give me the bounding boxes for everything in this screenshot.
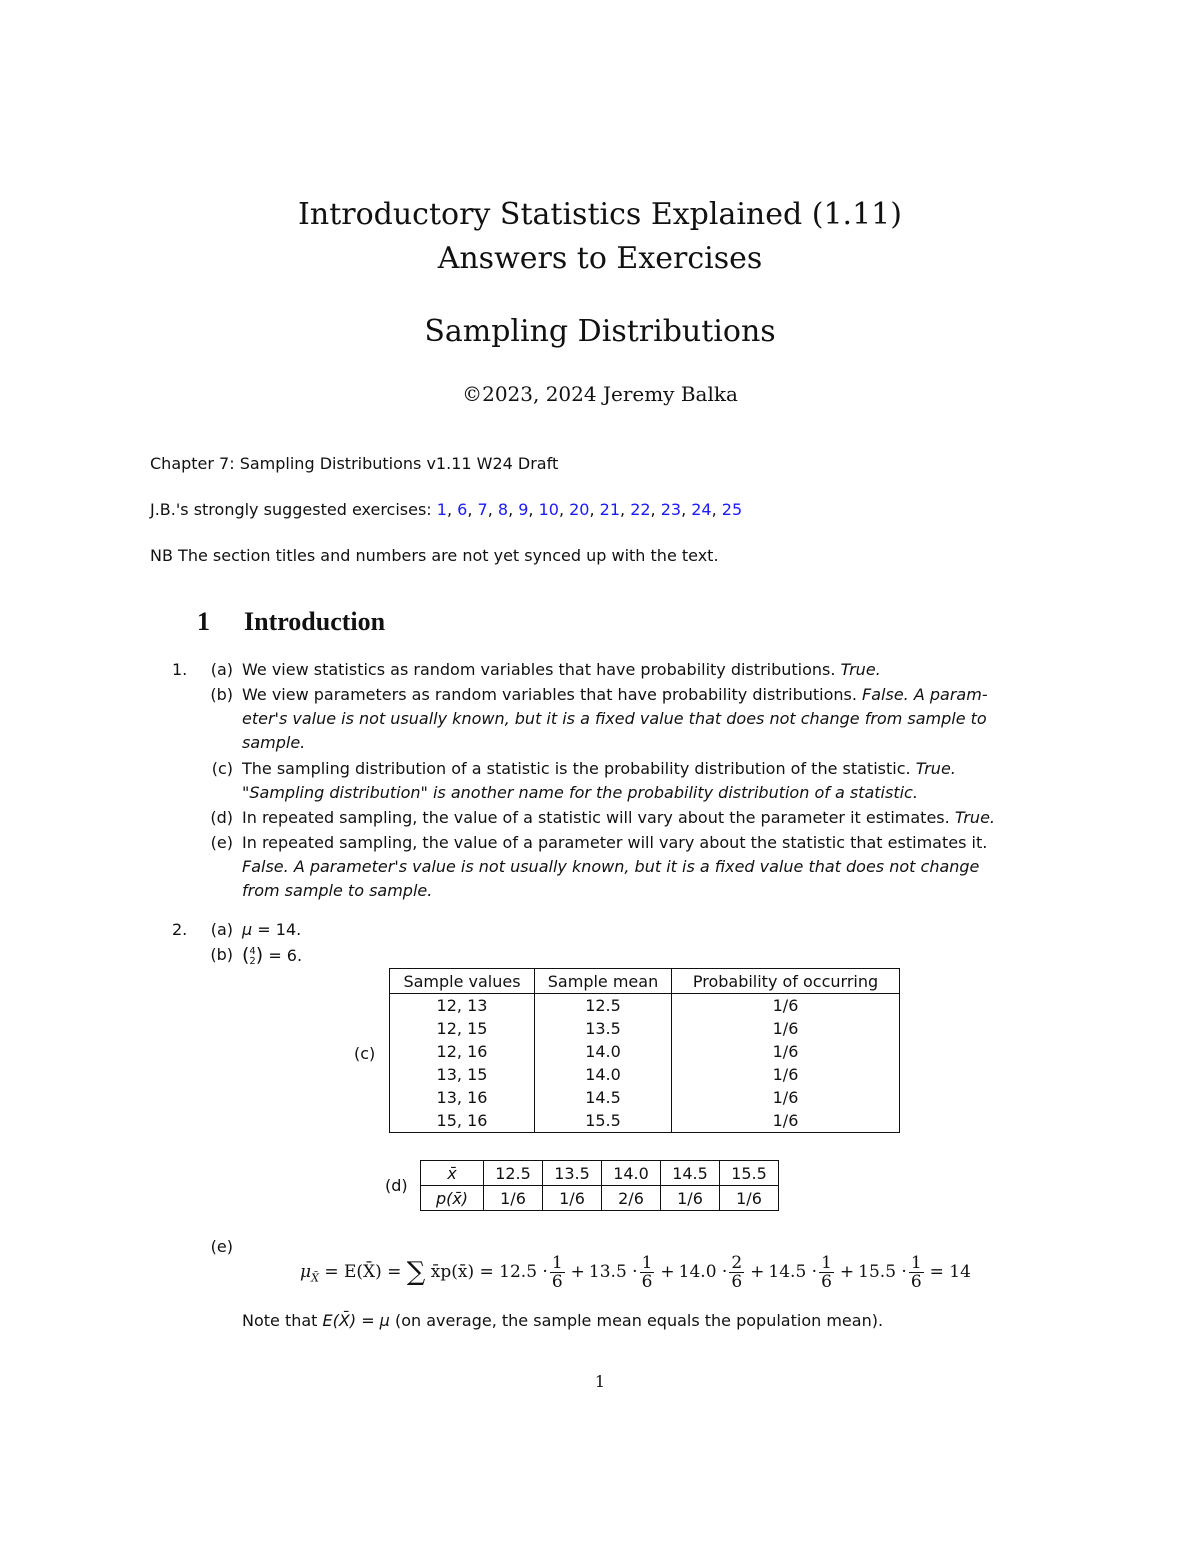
table-row	[421, 1186, 779, 1211]
fraction-numerator: 1	[910, 1253, 922, 1273]
doc-title-line2: Answers to Exercises	[437, 241, 763, 276]
expectation-terms	[499, 1253, 975, 1292]
ex2a-value: = 14.	[257, 920, 302, 939]
ex1b-explanation-1: A param-	[913, 685, 988, 704]
fraction	[909, 1254, 924, 1291]
suggested-exercise-link[interactable]: 20	[569, 500, 590, 519]
table-cell: 1/6	[720, 1186, 779, 1211]
table-cell: 13.5	[535, 1017, 672, 1040]
copyright-line	[0, 382, 1200, 406]
ex1b-question: We view parameters as random variables that have probability distributions.	[242, 685, 857, 704]
fraction-denominator: 6	[731, 1272, 743, 1292]
comma-separator: ,	[620, 500, 631, 519]
fraction-denominator: 6	[821, 1272, 832, 1292]
ex2e-label: (e)	[210, 1237, 233, 1256]
term-coefficient: 13.5 ·	[588, 1262, 638, 1282]
suggested-exercise-link[interactable]: 6	[457, 500, 468, 519]
table-cell: 2/6	[602, 1186, 661, 1211]
px-header: p(x̄)	[421, 1186, 484, 1211]
table-row	[390, 1017, 900, 1040]
table-cell: 12.5	[484, 1161, 543, 1186]
suggested-prefix: J.B.'s strongly suggested exercises:	[150, 500, 432, 519]
ex1b-explanation-2: eter's value is not usually known, but it is a fixed value that does not change from sample to	[242, 709, 987, 728]
ex1b-answer: False.	[862, 685, 909, 704]
suggested-exercise-link[interactable]: 9	[518, 500, 529, 519]
copyright-symbol: ©	[462, 382, 483, 406]
ex1a-answer: True.	[840, 660, 881, 679]
ex2-number: 2.	[172, 920, 188, 939]
section-title: Introduction	[244, 607, 386, 636]
table-cell: 1/6	[672, 994, 900, 1018]
fraction	[640, 1254, 655, 1291]
table-cell: 14.0	[535, 1040, 672, 1063]
suggested-exercise-link[interactable]: 25	[721, 500, 743, 519]
ex1-number: 1.	[172, 660, 188, 679]
term-coefficient: 14.0 ·	[678, 1262, 728, 1282]
table-row	[390, 1063, 900, 1086]
ex2a-mu: μ	[242, 920, 253, 939]
note-rest: (on average, the sample mean equals the population mean).	[394, 1311, 884, 1330]
fraction-denominator: 6	[910, 1272, 922, 1292]
ex2c-label: (c)	[354, 1044, 376, 1063]
binom-close-paren: )	[255, 944, 264, 966]
fraction	[729, 1254, 744, 1291]
chapter-line: Chapter 7: Sampling Distributions v1.11 W24 Draft	[150, 454, 559, 473]
term-operator: +	[750, 1262, 765, 1282]
term-coefficient: 14.5 ·	[768, 1262, 818, 1282]
ex2d-label: (d)	[385, 1176, 408, 1195]
suggested-exercise-link[interactable]: 10	[538, 500, 559, 519]
suggested-exercise-link[interactable]: 7	[477, 500, 488, 519]
binom-open-paren: (	[242, 944, 250, 966]
fraction-numerator: 2	[731, 1253, 743, 1273]
ex1e-label: (e)	[210, 833, 233, 852]
suggested-exercise-link[interactable]: 22	[630, 500, 651, 519]
fraction-numerator: 1	[821, 1253, 832, 1273]
xbar-header: x̄	[421, 1161, 484, 1186]
mu-symbol: μ	[300, 1262, 312, 1282]
table-cell: 15.5	[720, 1161, 779, 1186]
note-prefix: Note that	[242, 1311, 318, 1330]
sum-term: x̄p(x̄) =	[430, 1262, 494, 1282]
ex1e-answer: False.	[242, 857, 289, 876]
ex1b-label: (b)	[210, 685, 233, 704]
table-cell: 1/6	[672, 1063, 900, 1086]
suggested-exercises	[150, 500, 742, 519]
ex1e-explanation-2: from sample to sample.	[242, 881, 433, 900]
ex2b-text	[242, 943, 302, 968]
ex1e-explanation-1	[242, 855, 979, 879]
comma-separator: ,	[508, 500, 519, 519]
term-operator: +	[660, 1262, 675, 1282]
fraction-denominator: 6	[551, 1272, 563, 1292]
fraction-numerator: 1	[551, 1253, 563, 1273]
comma-separator: ,	[487, 500, 498, 519]
ex1d-text	[242, 806, 995, 830]
table-cell: 1/6	[543, 1186, 602, 1211]
suggested-exercise-link[interactable]: 8	[497, 500, 509, 519]
ex1c-question: The sampling distribution of a statistic is the probability distribution of the statistic.	[242, 759, 911, 778]
ex1c-answer: True.	[915, 759, 956, 778]
table-row	[390, 1086, 900, 1109]
ex1b-explanation-3: sample.	[242, 733, 306, 752]
table-header-row	[390, 969, 900, 994]
ex1c-explanation: "Sampling distribution" is another name for the probability distribution of a statistic.	[242, 783, 918, 802]
ex1a-text	[242, 658, 1052, 682]
distribution-table-wrapper	[420, 1160, 779, 1211]
table-cell: 13, 16	[390, 1086, 535, 1109]
binom-n: 4	[249, 945, 256, 957]
doc-title-line1: Introductory Statistics Explained (1.11)	[298, 197, 902, 232]
table-row	[390, 994, 900, 1018]
ex2e-note	[242, 1309, 883, 1333]
mu-subscript: X̄	[311, 1271, 319, 1285]
page-number: 1	[594, 1372, 606, 1391]
nb-label: NB	[150, 546, 173, 565]
ex1a-question: We view statistics as random variables that have probability distributions.	[242, 660, 836, 679]
suggested-exercise-link[interactable]: 23	[660, 500, 682, 519]
table-cell: 12.5	[535, 994, 672, 1018]
comma-separator: ,	[650, 500, 661, 519]
suggested-exercise-link[interactable]: 24	[691, 500, 712, 519]
comma-separator: ,	[589, 500, 600, 519]
table-cell: 15.5	[535, 1109, 672, 1133]
ex2b-value: = 6.	[268, 946, 303, 965]
table-row	[390, 1109, 900, 1133]
term-coefficient: 15.5 ·	[858, 1262, 907, 1282]
nb-note	[150, 546, 719, 565]
table-cell: 1/6	[672, 1017, 900, 1040]
table-cell: 14.5	[661, 1161, 720, 1186]
comma-separator: ,	[446, 500, 458, 519]
table-cell: 12, 15	[390, 1017, 535, 1040]
doc-subtitle: Sampling Distributions	[424, 314, 776, 349]
copyright-text: 2023, 2024 Jeremy Balka	[482, 382, 738, 406]
ex1c-text	[242, 757, 1072, 781]
section-number: 1	[197, 607, 210, 636]
sample-means-table-wrapper	[389, 968, 900, 1133]
ex2a-text	[242, 918, 301, 942]
fraction	[819, 1254, 834, 1291]
table-cell: 12, 13	[390, 994, 535, 1018]
comma-separator: ,	[711, 500, 722, 519]
ex1a-label: (a)	[210, 660, 233, 679]
table-cell: 1/6	[672, 1040, 900, 1063]
suggested-exercise-link[interactable]: 1	[436, 500, 447, 519]
table-cell: 15, 16	[390, 1109, 535, 1133]
header-probability: Probability of occurring	[672, 969, 900, 994]
distribution-table	[420, 1160, 779, 1211]
comma-separator: ,	[467, 500, 478, 519]
table-cell: 1/6	[672, 1109, 900, 1133]
table-cell: 13.5	[543, 1161, 602, 1186]
table-cell: 1/6	[672, 1086, 900, 1109]
table-cell: 14.0	[602, 1161, 661, 1186]
expectation-equation	[300, 1254, 975, 1291]
term-operator: = 14	[929, 1262, 971, 1282]
header-sample-mean: Sample mean	[535, 969, 672, 994]
term-operator: +	[839, 1262, 855, 1282]
ex1c-label: (c)	[211, 759, 233, 778]
table-cell: 12, 16	[390, 1040, 535, 1063]
ex1e-explanation-text: A parameter's value is not usually known, but it is a fixed value that does not change	[293, 857, 980, 876]
table-cell: 1/6	[661, 1186, 720, 1211]
table-cell: 14.5	[535, 1086, 672, 1109]
ex1d-answer: True.	[954, 808, 995, 827]
term-coefficient: 12.5 ·	[499, 1262, 548, 1282]
comma-separator: ,	[681, 500, 692, 519]
comma-separator: ,	[528, 500, 539, 519]
table-cell: 1/6	[484, 1186, 543, 1211]
fraction-denominator: 6	[641, 1272, 653, 1292]
comma-separator: ,	[558, 500, 570, 519]
table-cell: 13, 15	[390, 1063, 535, 1086]
table-cell: 14.0	[535, 1063, 672, 1086]
nb-text: The section titles and numbers are not yet synced up with the text.	[178, 546, 719, 565]
note-expression: E(X̄) = μ	[322, 1311, 390, 1330]
ex1b-text	[242, 683, 1052, 707]
ex2b-label: (b)	[210, 945, 233, 964]
suggested-exercise-link[interactable]: 21	[599, 500, 621, 519]
ex1e-question: In repeated sampling, the value of a parameter will vary about the statistic that estimates it.	[242, 833, 988, 852]
suggested-links	[437, 500, 742, 519]
term-operator: +	[570, 1262, 585, 1282]
sample-means-table	[389, 968, 900, 1133]
table-row	[390, 1040, 900, 1063]
header-sample-values: Sample values	[390, 969, 535, 994]
binom-k: 2	[249, 955, 256, 967]
sum-symbol: ∑	[406, 1257, 426, 1287]
fraction-numerator: 1	[641, 1253, 653, 1273]
ex1d-question: In repeated sampling, the value of a statistic will vary about the parameter it estimates.	[242, 808, 950, 827]
ex1d-label: (d)	[210, 808, 233, 827]
expectation-eq: = E(X̄) =	[324, 1262, 402, 1282]
table-row	[421, 1161, 779, 1186]
fraction	[550, 1254, 565, 1291]
ex2a-label: (a)	[210, 920, 233, 939]
